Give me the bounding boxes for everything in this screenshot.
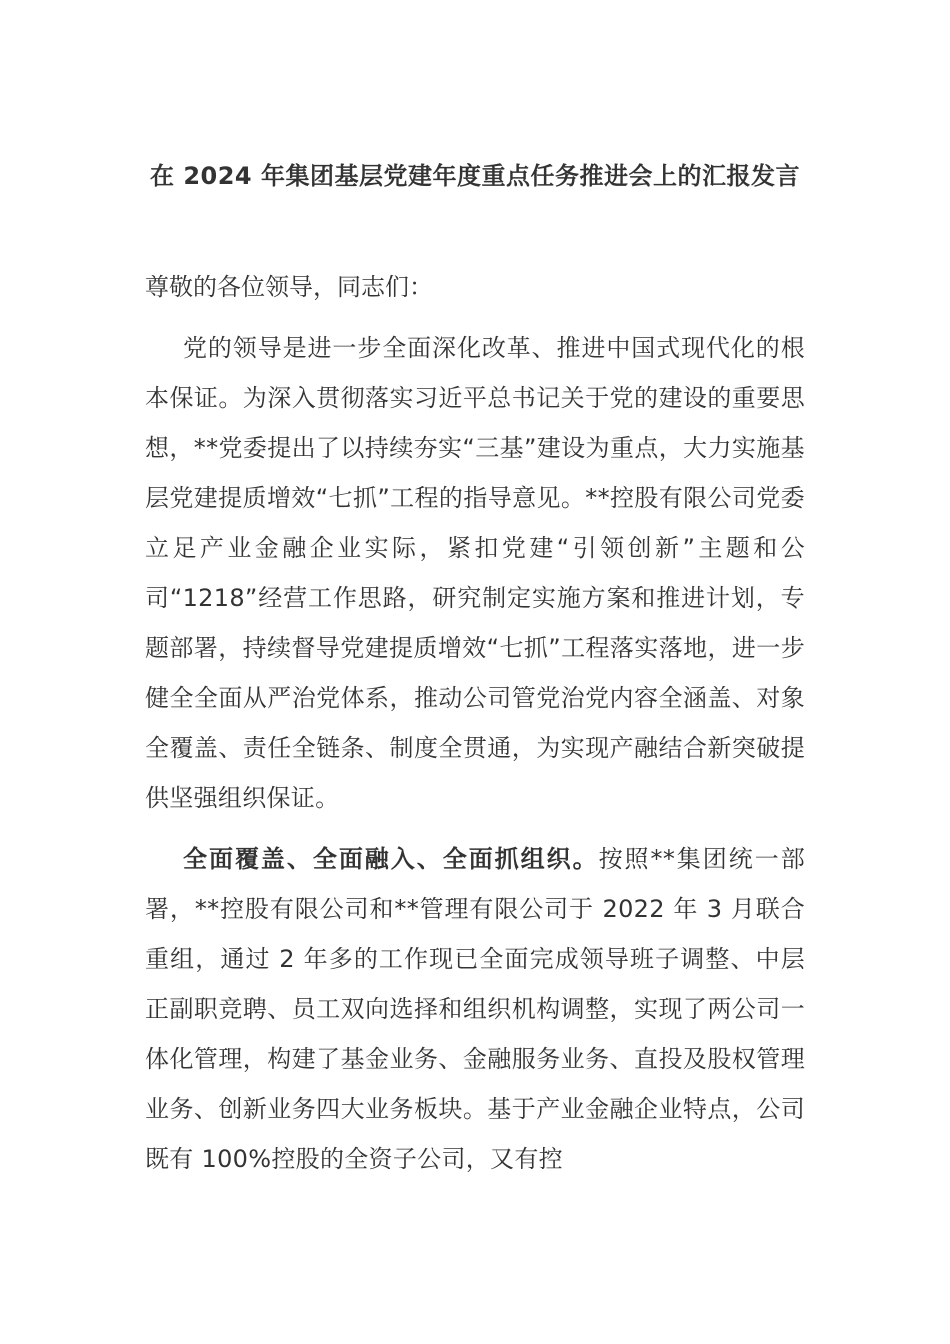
paragraph-1-text: 党的领导是进一步全面深化改革、推进中国式现代化的根本保证。为深入贯彻落实习近平总书记关于党的建设的重要思想，**党委提出了以持续夯实“三基”建设为重点，大力实施基层党建提质增效“七抓”工程的指导意见。**控股有限公司党委立足产业金融企业实际，紧扣党建“引领创新”主题和公司“1218”经营工作思路，研究制定实施方案和推进计划，专题部署，持续督导党建提质增效“七抓”工程落实落地，进一步健全全面从严治党体系，推动公司管党治党内容全涵盖、对象全覆盖、责任全链条、制度全贯通，为实现产融结合新突破提供坚强组织保证。 — [145, 334, 805, 812]
salutation: 尊敬的各位领导，同志们： — [145, 273, 433, 301]
document-title: 在 2024 年集团基层党建年度重点任务推进会上的汇报发言 — [149, 162, 800, 190]
paragraph-2-lead: 全面覆盖、全面融入、全面抓组织。 — [183, 845, 599, 873]
paragraph-1 — [145, 323, 805, 823]
paragraph-2-text: 按照**集团统一部署，**控股有限公司和**管理有限公司于 2022 年 3 月联合重组，通过 2 年多的工作现已全面完成领导班子调整、中层正副职竞聘、员工双向选择和组织机构调整，实现了两公司一体化管理，构建了基金业务、金融服务业务、直投及股权管理业务、创新业务四大业务板块。基于产业金融企业特点，公司既有 100%控股的全资子公司，又有控 — [145, 845, 805, 1173]
paragraph-2 — [145, 834, 805, 1184]
